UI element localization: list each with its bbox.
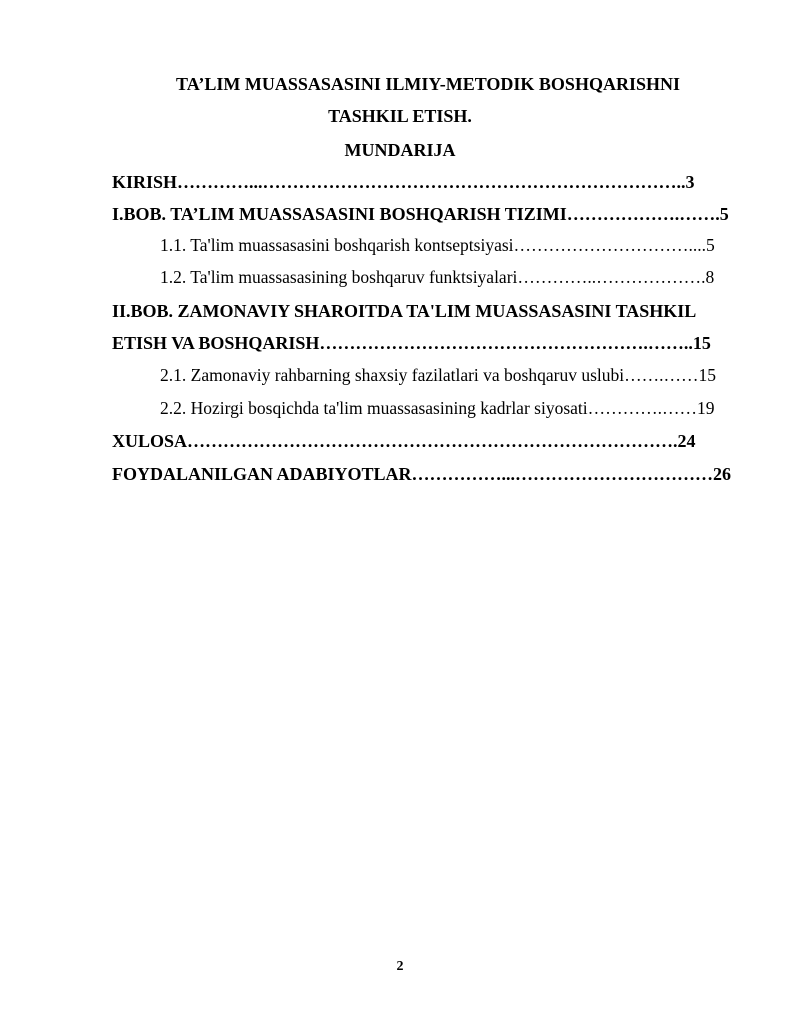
toc-entry-kirish: KIRISH…………...……………………………………………………………..3	[112, 172, 695, 192]
document-title-line-2: TASHKIL ETISH.	[328, 106, 472, 126]
toc-entry-chapter-2-line-1: II.BOB. ZAMONAVIY SHAROITDA TA'LIM MUASSASASINI TASHKIL	[112, 301, 697, 321]
page-number: 2	[396, 959, 404, 974]
toc-entry-section-1-1: 1.1. Ta'lim muassasasini boshqarish kontseptsiyasi…………………………....5	[160, 235, 715, 255]
toc-entry-section-2-1: 2.1. Zamonaviy rahbarning shaxsiy fazilatlari va boshqaruv uslubi…….……15	[160, 365, 716, 385]
toc-entry-adabiyotlar: FOYDALANILGAN ADABIYOTLAR……………...……………………………26	[112, 464, 732, 484]
toc-entry-chapter-2-line-2: ETISH VA BOSHQARISH……………………………………………….……..15	[112, 333, 711, 353]
toc-entry-section-1-2: 1.2. Ta'lim muassasasining boshqaruv funktsiyalari…………..……………….8	[160, 267, 715, 287]
toc-entry-section-2-2: 2.2. Hozirgi bosqichda ta'lim muassasasining kadrlar siyosati………….……19	[160, 398, 715, 418]
table-of-contents-heading: MUNDARIJA	[344, 140, 456, 160]
toc-entry-chapter-1: I.BOB. TA’LIM MUASSASASINI BOSHQARISH TIZIMI……………….…….5	[112, 204, 729, 224]
document-title-line-1: TA’LIM MUASSASASINI ILMIY-METODIK BOSHQARISHNI	[176, 74, 680, 94]
toc-entry-xulosa: XULOSA……………………………………………………………………….24	[112, 431, 696, 451]
